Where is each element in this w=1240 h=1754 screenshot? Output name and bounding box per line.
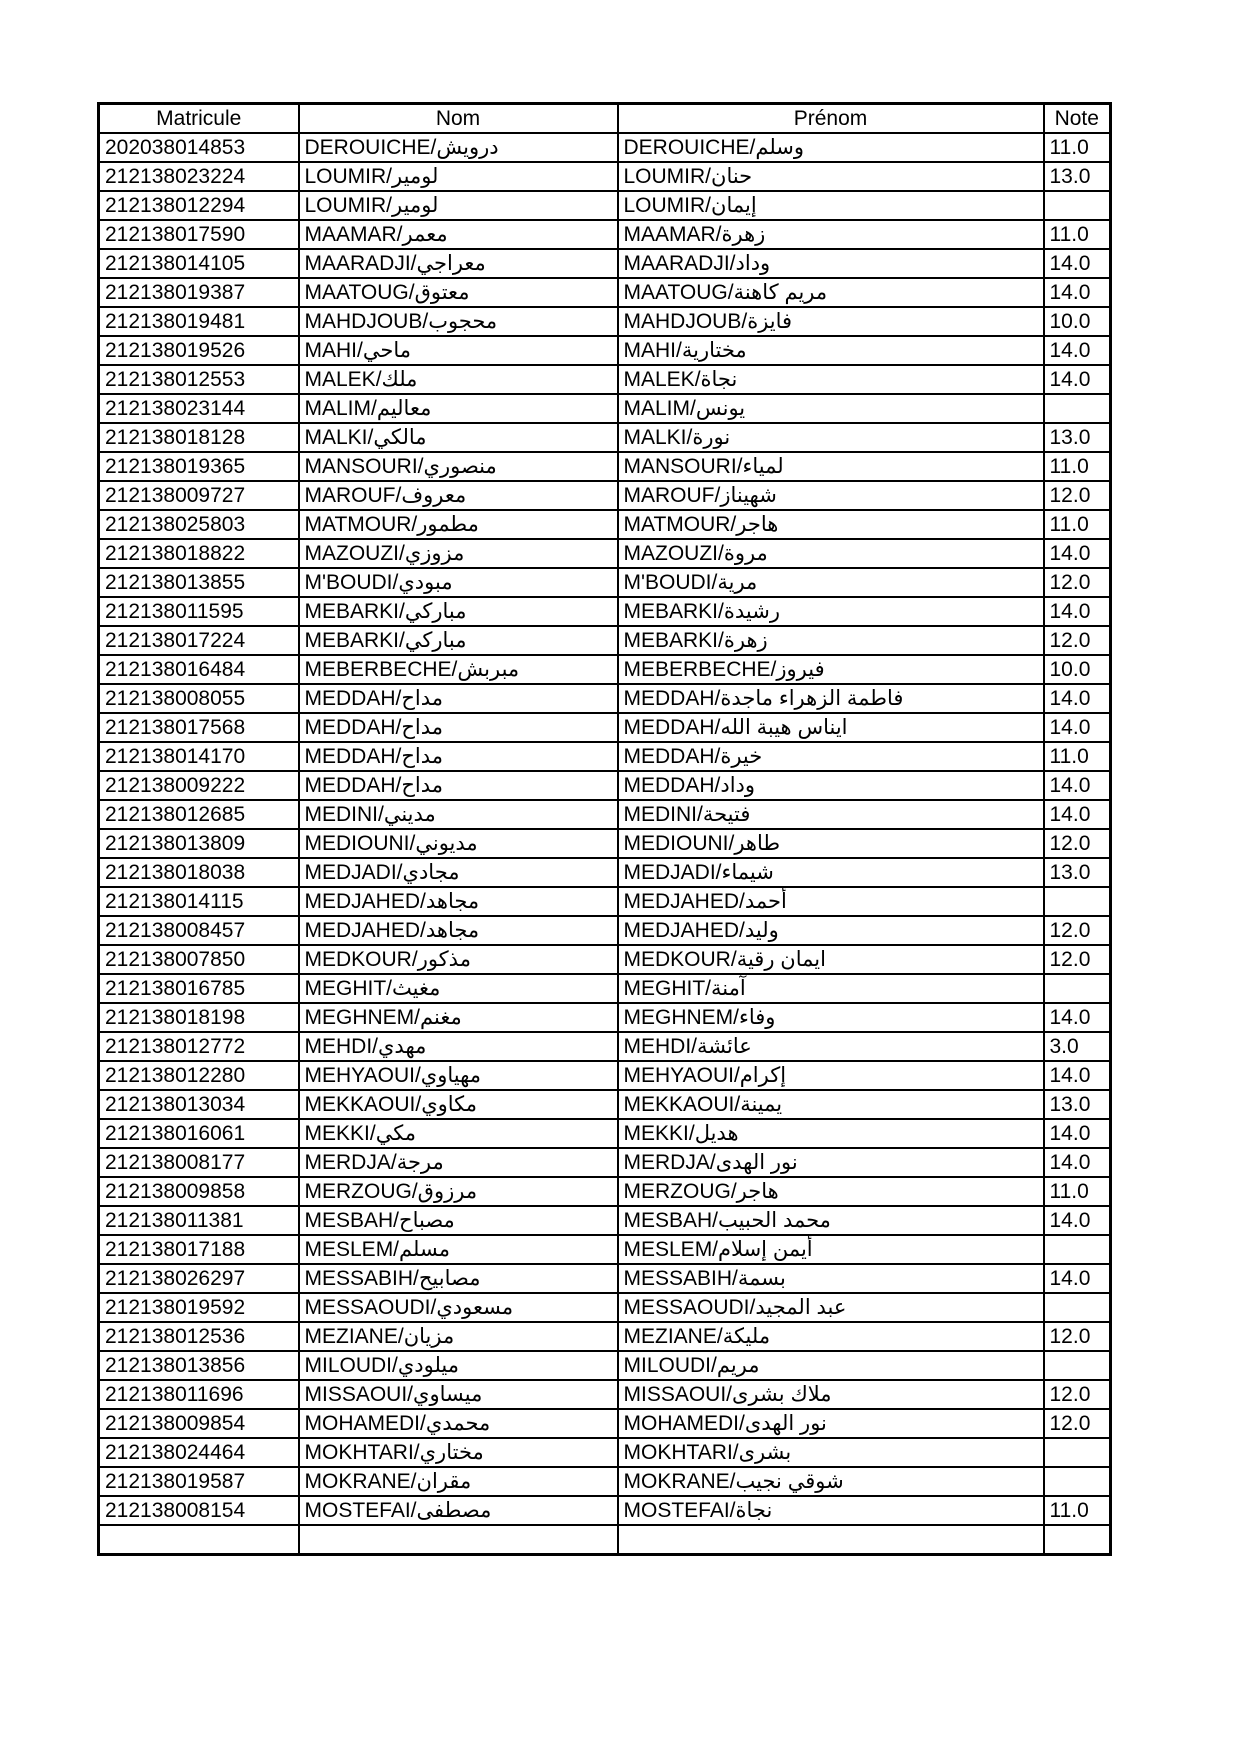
nom-cell: MAATOUG/معتوق: [299, 278, 618, 307]
prenom-cell: MEDKOUR/ايمان رقية: [618, 945, 1044, 974]
prenom-cell: MESSAOUDI/عبد المجيد: [618, 1293, 1044, 1322]
prenom-cell: MESSABIH/بسمة: [618, 1264, 1044, 1293]
nom-cell: MILOUDI/ميلودي: [299, 1351, 618, 1380]
note-cell: 12.0: [1044, 829, 1111, 858]
table-row: [99, 1032, 1111, 1061]
table-row: [99, 887, 1111, 916]
nom-cell: MISSAOUI/ميساوي: [299, 1380, 618, 1409]
table-row: [99, 1264, 1111, 1293]
prenom-cell: MAHDJOUB/فايزة: [618, 307, 1044, 336]
nom-cell: MEDKOUR/مذكور: [299, 945, 618, 974]
prenom-cell: MOHAMEDI/نور الهدى: [618, 1409, 1044, 1438]
matricule-cell: 212138012294: [99, 191, 299, 220]
table-row: [99, 1380, 1111, 1409]
matricule-cell: 212138019365: [99, 452, 299, 481]
prenom-cell: MESLEM/أيمن إسلام: [618, 1235, 1044, 1264]
note-cell: 11.0: [1044, 1496, 1111, 1525]
matricule-cell: 212138017224: [99, 626, 299, 655]
table-row: [99, 684, 1111, 713]
table-row: [99, 800, 1111, 829]
nom-cell: MAHDJOUB/محجوب: [299, 307, 618, 336]
note-cell: 11.0: [1044, 220, 1111, 249]
note-cell: 12.0: [1044, 945, 1111, 974]
matricule-cell: 212138023224: [99, 162, 299, 191]
prenom-cell: MOKRANE/شوقي نجيب: [618, 1467, 1044, 1496]
table-row: [99, 916, 1111, 945]
column-header-prenom: Prénom: [618, 104, 1044, 134]
nom-cell: MAHI/ماحي: [299, 336, 618, 365]
note-cell: 13.0: [1044, 162, 1111, 191]
nom-cell: MALEK/ملك: [299, 365, 618, 394]
matricule-cell: 212138025803: [99, 510, 299, 539]
table-row: [99, 568, 1111, 597]
grades-table-body: [99, 133, 1111, 1555]
column-header-nom: Nom: [299, 104, 618, 134]
matricule-cell: 212138019481: [99, 307, 299, 336]
matricule-cell: 202038014853: [99, 133, 299, 162]
nom-cell: MEDJAHED/مجاهد: [299, 916, 618, 945]
nom-cell: MEDDAH/مداح: [299, 771, 618, 800]
table-row: [99, 1322, 1111, 1351]
column-header-matricule: Matricule: [99, 104, 299, 134]
note-cell: 13.0: [1044, 423, 1111, 452]
matricule-cell: 212138019526: [99, 336, 299, 365]
note-cell: 14.0: [1044, 539, 1111, 568]
table-row: [99, 1090, 1111, 1119]
header-row: [99, 104, 1111, 134]
table-row: [99, 394, 1111, 423]
note-cell: 10.0: [1044, 655, 1111, 684]
nom-cell: MEDJAHED/مجاهد: [299, 887, 618, 916]
matricule-cell: 212138008177: [99, 1148, 299, 1177]
prenom-cell: MILOUDI/مريم: [618, 1351, 1044, 1380]
matricule-cell: 212138009222: [99, 771, 299, 800]
note-cell: 11.0: [1044, 133, 1111, 162]
prenom-cell: MERDJA/نور الهدى: [618, 1148, 1044, 1177]
table-row: [99, 1293, 1111, 1322]
table-row: [99, 278, 1111, 307]
table-row: [99, 162, 1111, 191]
prenom-cell: MEDDAH/فاطمة الزهراء ماجدة: [618, 684, 1044, 713]
prenom-cell: MEDJAHED/وليد: [618, 916, 1044, 945]
note-cell: 3.0: [1044, 1032, 1111, 1061]
note-cell: [1044, 1438, 1111, 1467]
table-row: [99, 1119, 1111, 1148]
nom-cell: LOUMIR/لومير: [299, 191, 618, 220]
table-row: [99, 365, 1111, 394]
nom-cell: MALIM/معاليم: [299, 394, 618, 423]
matricule-cell: 212138019387: [99, 278, 299, 307]
table-row: [99, 945, 1111, 974]
matricule-cell: 212138024464: [99, 1438, 299, 1467]
matricule-cell: 212138016785: [99, 974, 299, 1003]
prenom-cell: MISSAOUI/ملاك بشرى: [618, 1380, 1044, 1409]
table-row: [99, 597, 1111, 626]
note-cell: 11.0: [1044, 742, 1111, 771]
nom-cell: MEDDAH/مداح: [299, 684, 618, 713]
matricule-cell: 212138008457: [99, 916, 299, 945]
nom-cell: MATMOUR/مطمور: [299, 510, 618, 539]
note-cell: 11.0: [1044, 510, 1111, 539]
note-cell: [1044, 1525, 1111, 1555]
nom-cell: [299, 1525, 618, 1555]
note-cell: 12.0: [1044, 568, 1111, 597]
prenom-cell: MEHYAOUI/إكرام: [618, 1061, 1044, 1090]
table-row: [99, 249, 1111, 278]
table-row: [99, 191, 1111, 220]
prenom-cell: MEHDI/عائشة: [618, 1032, 1044, 1061]
prenom-cell: MEDJADI/شيماء: [618, 858, 1044, 887]
matricule-cell: 212138013809: [99, 829, 299, 858]
prenom-cell: MEGHIT/آمنة: [618, 974, 1044, 1003]
prenom-cell: LOUMIR/إيمان: [618, 191, 1044, 220]
matricule-cell: 212138019587: [99, 1467, 299, 1496]
nom-cell: DEROUICHE/درويش: [299, 133, 618, 162]
matricule-cell: 212138017590: [99, 220, 299, 249]
note-cell: [1044, 1467, 1111, 1496]
prenom-cell: MEBARKI/رشيدة: [618, 597, 1044, 626]
note-cell: 10.0: [1044, 307, 1111, 336]
table-row: [99, 1496, 1111, 1525]
matricule-cell: 212138011595: [99, 597, 299, 626]
table-row: [99, 626, 1111, 655]
prenom-cell: DEROUICHE/وسلم: [618, 133, 1044, 162]
note-cell: 12.0: [1044, 481, 1111, 510]
note-cell: 14.0: [1044, 684, 1111, 713]
nom-cell: MERDJA/مرجة: [299, 1148, 618, 1177]
matricule-cell: 212138013856: [99, 1351, 299, 1380]
table-row: [99, 1467, 1111, 1496]
note-cell: 14.0: [1044, 713, 1111, 742]
nom-cell: MAZOUZI/مزوزي: [299, 539, 618, 568]
matricule-cell: 212138013855: [99, 568, 299, 597]
prenom-cell: MAHI/مختارية: [618, 336, 1044, 365]
note-cell: 12.0: [1044, 626, 1111, 655]
prenom-cell: MEKKAOUI/يمينة: [618, 1090, 1044, 1119]
matricule-cell: 212138018198: [99, 1003, 299, 1032]
prenom-cell: MEDIOUNI/طاهر: [618, 829, 1044, 858]
table-row: [99, 307, 1111, 336]
nom-cell: MEKKI/مكي: [299, 1119, 618, 1148]
table-row: [99, 1351, 1111, 1380]
table-row: [99, 1061, 1111, 1090]
matricule-cell: 212138013034: [99, 1090, 299, 1119]
matricule-cell: 212138008055: [99, 684, 299, 713]
matricule-cell: 212138007850: [99, 945, 299, 974]
table-row: [99, 510, 1111, 539]
matricule-cell: 212138018038: [99, 858, 299, 887]
table-row: [99, 1177, 1111, 1206]
table-row: [99, 1003, 1111, 1032]
table-row: [99, 481, 1111, 510]
nom-cell: MEDJADI/مجادي: [299, 858, 618, 887]
note-cell: 11.0: [1044, 452, 1111, 481]
matricule-cell: 212138016484: [99, 655, 299, 684]
matricule-cell: 212138014170: [99, 742, 299, 771]
matricule-cell: 212138018822: [99, 539, 299, 568]
column-header-note: Note: [1044, 104, 1111, 134]
nom-cell: M'BOUDI/مبودي: [299, 568, 618, 597]
prenom-cell: MAATOUG/مريم كاهنة: [618, 278, 1044, 307]
prenom-cell: MALKI/نورة: [618, 423, 1044, 452]
note-cell: 12.0: [1044, 1322, 1111, 1351]
note-cell: [1044, 974, 1111, 1003]
matricule-cell: 212138014115: [99, 887, 299, 916]
nom-cell: MAROUF/معروف: [299, 481, 618, 510]
nom-cell: MERZOUG/مرزوق: [299, 1177, 618, 1206]
table-row: [99, 1206, 1111, 1235]
note-cell: 14.0: [1044, 597, 1111, 626]
prenom-cell: MESBAH/محمد الحبيب: [618, 1206, 1044, 1235]
prenom-cell: MOKHTARI/بشرى: [618, 1438, 1044, 1467]
matricule-cell: 212138026297: [99, 1264, 299, 1293]
matricule-cell: [99, 1525, 299, 1555]
prenom-cell: MALEK/نجاة: [618, 365, 1044, 394]
prenom-cell: MEKKI/هديل: [618, 1119, 1044, 1148]
nom-cell: MEHYAOUI/مهياوي: [299, 1061, 618, 1090]
table-row: [99, 829, 1111, 858]
matricule-cell: 212138023144: [99, 394, 299, 423]
prenom-cell: MEZIANE/مليكة: [618, 1322, 1044, 1351]
note-cell: 13.0: [1044, 1090, 1111, 1119]
table-row: [99, 1235, 1111, 1264]
matricule-cell: 212138009858: [99, 1177, 299, 1206]
table-row: [99, 655, 1111, 684]
note-cell: 12.0: [1044, 1409, 1111, 1438]
note-cell: [1044, 1351, 1111, 1380]
prenom-cell: MALIM/يونس: [618, 394, 1044, 423]
note-cell: 13.0: [1044, 858, 1111, 887]
table-row: [99, 1438, 1111, 1467]
nom-cell: MEDDAH/مداح: [299, 742, 618, 771]
nom-cell: MEBARKI/مباركي: [299, 626, 618, 655]
nom-cell: MESBAH/مصباح: [299, 1206, 618, 1235]
matricule-cell: 212138009854: [99, 1409, 299, 1438]
prenom-cell: MEDDAH/ايناس هيبة الله: [618, 713, 1044, 742]
table-row: [99, 133, 1111, 162]
nom-cell: MALKI/مالكي: [299, 423, 618, 452]
nom-cell: MESSAOUDI/مسعودي: [299, 1293, 618, 1322]
matricule-cell: 212138009727: [99, 481, 299, 510]
matricule-cell: 212138012280: [99, 1061, 299, 1090]
note-cell: 12.0: [1044, 1380, 1111, 1409]
matricule-cell: 212138017188: [99, 1235, 299, 1264]
prenom-cell: M'BOUDI/مرية: [618, 568, 1044, 597]
nom-cell: MOKHTARI/مختاري: [299, 1438, 618, 1467]
note-cell: [1044, 1293, 1111, 1322]
table-row: [99, 742, 1111, 771]
matricule-cell: 212138012685: [99, 800, 299, 829]
prenom-cell: MEDDAH/وداد: [618, 771, 1044, 800]
nom-cell: MEDDAH/مداح: [299, 713, 618, 742]
matricule-cell: 212138016061: [99, 1119, 299, 1148]
nom-cell: MOHAMEDI/محمدي: [299, 1409, 618, 1438]
table-row: [99, 220, 1111, 249]
prenom-cell: MEDJAHED/أحمد: [618, 887, 1044, 916]
note-cell: 12.0: [1044, 916, 1111, 945]
prenom-cell: MOSTEFAI/نجاة: [618, 1496, 1044, 1525]
note-cell: 14.0: [1044, 1148, 1111, 1177]
note-cell: 14.0: [1044, 336, 1111, 365]
table-row: [99, 539, 1111, 568]
prenom-cell: MAROUF/شهيناز: [618, 481, 1044, 510]
table-row: [99, 1148, 1111, 1177]
note-cell: 14.0: [1044, 800, 1111, 829]
prenom-cell: MAARADJI/وداد: [618, 249, 1044, 278]
note-cell: 14.0: [1044, 1061, 1111, 1090]
nom-cell: MEDIOUNI/مديوني: [299, 829, 618, 858]
nom-cell: MEZIANE/مزيان: [299, 1322, 618, 1351]
prenom-cell: [618, 1525, 1044, 1555]
grades-table: [97, 102, 1112, 1556]
table-row: [99, 452, 1111, 481]
matricule-cell: 212138011696: [99, 1380, 299, 1409]
note-cell: 14.0: [1044, 771, 1111, 800]
table-row: [99, 336, 1111, 365]
note-cell: 14.0: [1044, 1003, 1111, 1032]
matricule-cell: 212138008154: [99, 1496, 299, 1525]
note-cell: [1044, 1235, 1111, 1264]
nom-cell: MEBARKI/مباركي: [299, 597, 618, 626]
table-row: [99, 1525, 1111, 1555]
matricule-cell: 212138012536: [99, 1322, 299, 1351]
prenom-cell: MEDDAH/خيرة: [618, 742, 1044, 771]
prenom-cell: MAAMAR/زهرة: [618, 220, 1044, 249]
table-row: [99, 974, 1111, 1003]
matricule-cell: 212138017568: [99, 713, 299, 742]
prenom-cell: MATMOUR/هاجر: [618, 510, 1044, 539]
note-cell: 11.0: [1044, 1177, 1111, 1206]
matricule-cell: 212138018128: [99, 423, 299, 452]
matricule-cell: 212138012553: [99, 365, 299, 394]
note-cell: [1044, 394, 1111, 423]
table-row: [99, 713, 1111, 742]
note-cell: 14.0: [1044, 365, 1111, 394]
nom-cell: MESLEM/مسلم: [299, 1235, 618, 1264]
prenom-cell: MERZOUG/هاجر: [618, 1177, 1044, 1206]
matricule-cell: 212138012772: [99, 1032, 299, 1061]
prenom-cell: MEGHNEM/وفاء: [618, 1003, 1044, 1032]
prenom-cell: MANSOURI/لمياء: [618, 452, 1044, 481]
note-cell: 14.0: [1044, 1119, 1111, 1148]
table-row: [99, 858, 1111, 887]
nom-cell: LOUMIR/لومير: [299, 162, 618, 191]
note-cell: 14.0: [1044, 1206, 1111, 1235]
nom-cell: MEGHNEM/مغنم: [299, 1003, 618, 1032]
nom-cell: MESSABIH/مصابيح: [299, 1264, 618, 1293]
note-cell: 14.0: [1044, 1264, 1111, 1293]
nom-cell: MEGHIT/مغيث: [299, 974, 618, 1003]
prenom-cell: MEDINI/فتيحة: [618, 800, 1044, 829]
matricule-cell: 212138011381: [99, 1206, 299, 1235]
note-cell: 14.0: [1044, 249, 1111, 278]
note-cell: [1044, 191, 1111, 220]
prenom-cell: MEBARKI/زهرة: [618, 626, 1044, 655]
nom-cell: MAAMAR/معمر: [299, 220, 618, 249]
note-cell: 14.0: [1044, 278, 1111, 307]
matricule-cell: 212138014105: [99, 249, 299, 278]
prenom-cell: MAZOUZI/مروة: [618, 539, 1044, 568]
prenom-cell: LOUMIR/حنان: [618, 162, 1044, 191]
nom-cell: MOKRANE/مقران: [299, 1467, 618, 1496]
note-cell: [1044, 887, 1111, 916]
table-row: [99, 771, 1111, 800]
nom-cell: MEHDI/مهدي: [299, 1032, 618, 1061]
matricule-cell: 212138019592: [99, 1293, 299, 1322]
table-row: [99, 423, 1111, 452]
nom-cell: MANSOURI/منصوري: [299, 452, 618, 481]
prenom-cell: MEBERBECHE/فيروز: [618, 655, 1044, 684]
nom-cell: MEBERBECHE/مبربش: [299, 655, 618, 684]
nom-cell: MAARADJI/معراجي: [299, 249, 618, 278]
nom-cell: MEKKAOUI/مكاوي: [299, 1090, 618, 1119]
table-row: [99, 1409, 1111, 1438]
nom-cell: MEDINI/مديني: [299, 800, 618, 829]
nom-cell: MOSTEFAI/مصطفى: [299, 1496, 618, 1525]
